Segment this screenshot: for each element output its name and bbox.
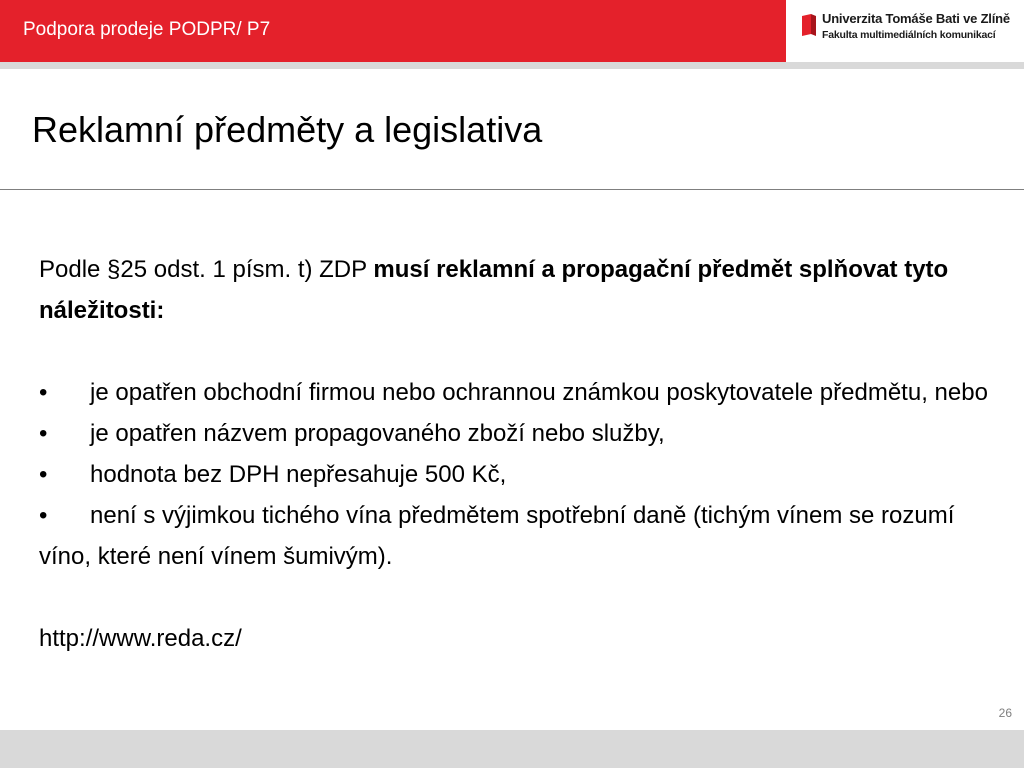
header-bar <box>0 0 786 62</box>
bullet-text: není s výjimkou tichého vína předmětem spotřební daně (tichým vínem se rozumí víno, které není vínem šumivým). <box>39 502 955 570</box>
header-divider-strip <box>0 62 1024 69</box>
bullet-text: je opatřen obchodní firmou nebo ochrannou známkou poskytovatele předmětu, nebo <box>90 379 988 406</box>
book-logo-icon <box>802 14 816 36</box>
intro-bold-text: musí reklamní a propagační předmět splňovat tyto náležitosti: <box>39 256 949 324</box>
bullet-item <box>39 413 1004 454</box>
bullet-icon: • <box>39 379 48 406</box>
bullet-item <box>39 495 1004 577</box>
bullet-item <box>39 372 1004 413</box>
page-number: 26 <box>998 706 1012 720</box>
footer-bar <box>0 730 1024 768</box>
slide-title: Reklamní předměty a legislativa <box>32 109 543 150</box>
spacer <box>39 577 1004 618</box>
bullet-text: hodnota bez DPH nepřesahuje 500 Kč, <box>90 461 507 488</box>
bullet-text: je opatřen názvem propagovaného zboží nebo služby, <box>90 420 665 447</box>
source-link[interactable]: http://www.reda.cz/ <box>39 625 242 652</box>
bullet-icon: • <box>39 502 48 529</box>
bullet-icon: • <box>39 461 48 488</box>
slide-content <box>39 249 1004 659</box>
logo-faculty-name: Fakulta multimediálních komunikací <box>822 29 996 41</box>
title-divider <box>0 189 1024 190</box>
course-label: Podpora prodeje PODPR/ P7 <box>23 19 271 40</box>
bullet-item <box>39 454 1004 495</box>
intro-plain-text: Podle §25 odst. 1 písm. t) ZDP <box>39 256 374 283</box>
spacer <box>39 331 1004 372</box>
intro-paragraph <box>39 249 1004 331</box>
bullet-icon: • <box>39 420 48 447</box>
logo-university-name: Univerzita Tomáše Bati ve Zlíně <box>822 11 1010 26</box>
